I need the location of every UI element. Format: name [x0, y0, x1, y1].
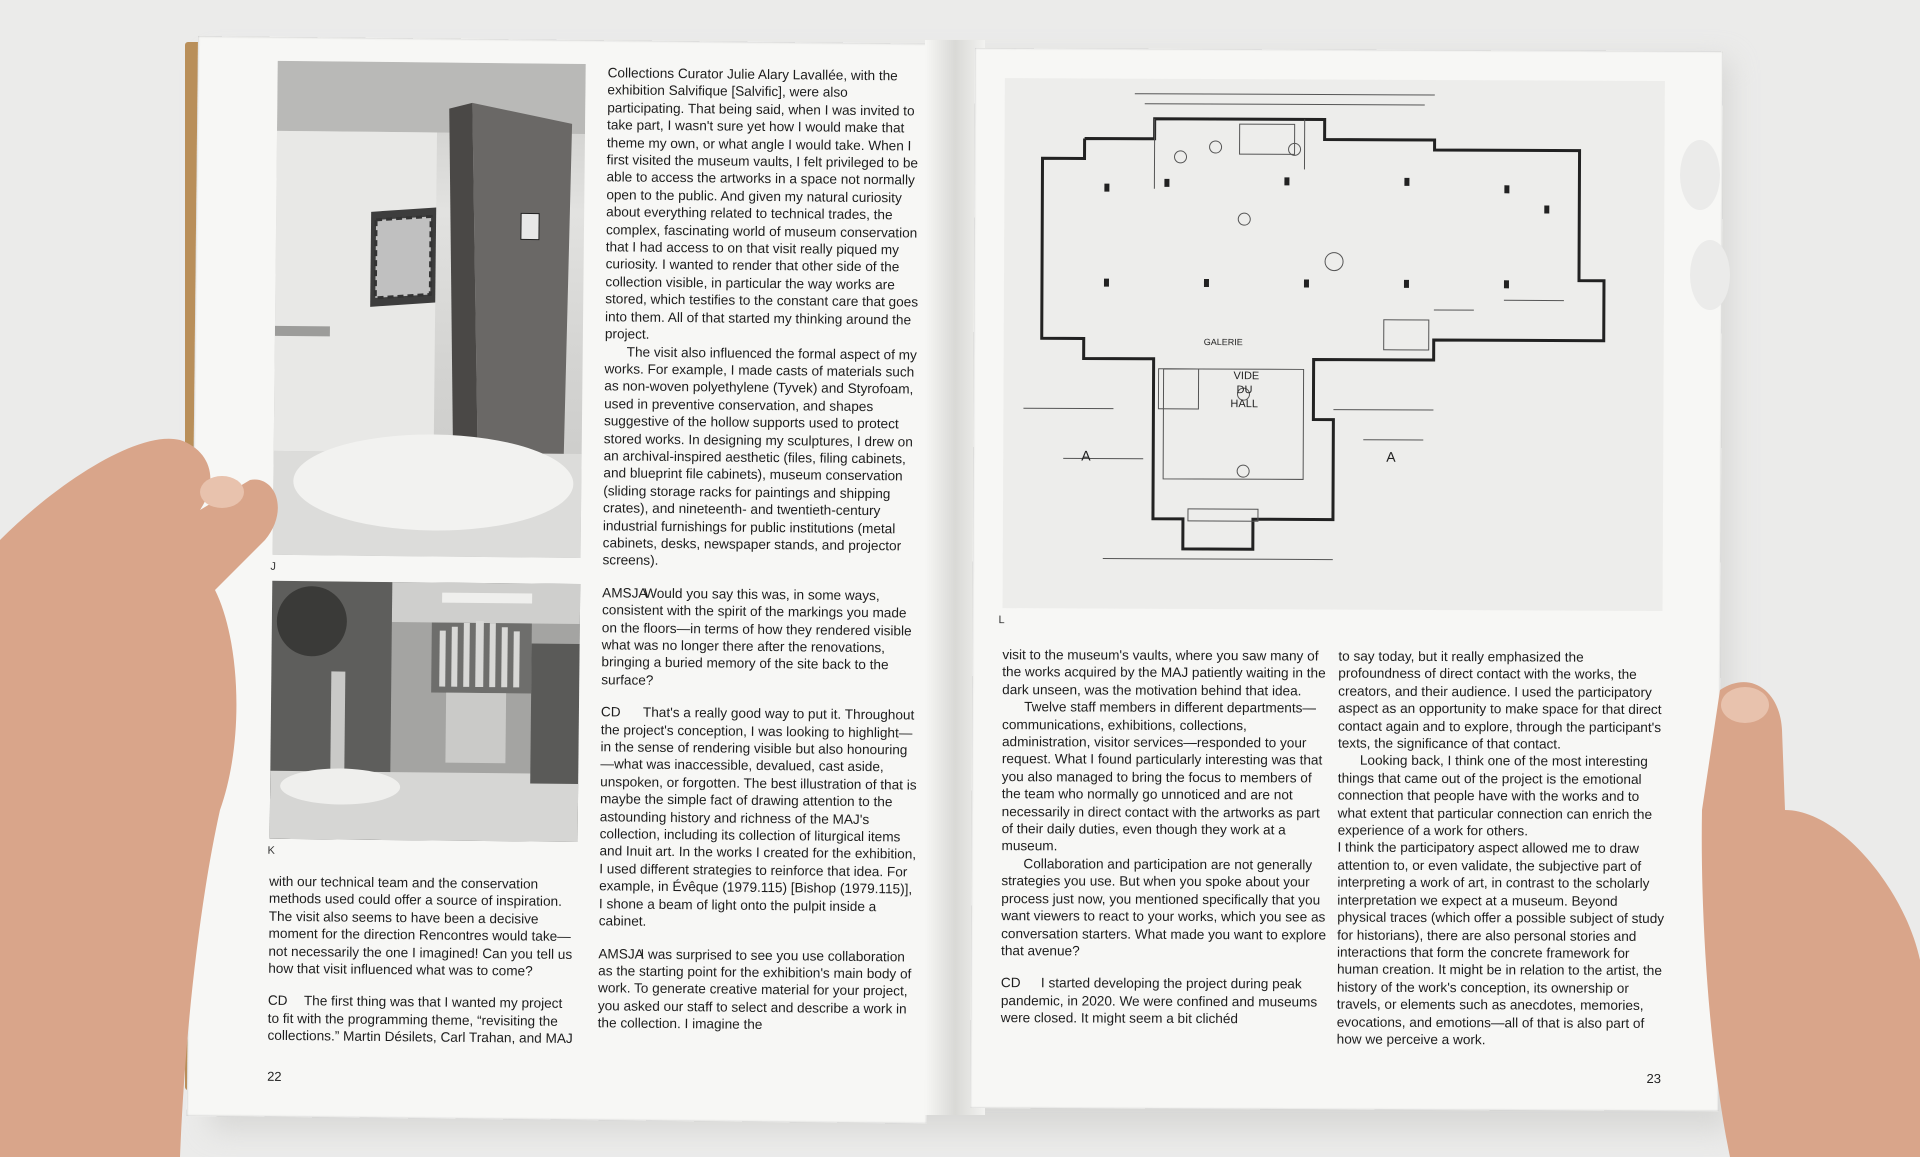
- left-page-bottom-column: [267, 873, 577, 1048]
- left-page-right-column: [598, 64, 926, 1035]
- question-paragraph: AMSJAI was surprised to see you use collaboration as the starting point for the exhibition's main body of work. To generate creative material for your project, you asked our staff to select and describe a work in the collection. I imagine the: [597, 945, 912, 1033]
- floor-plan-l: [1003, 78, 1665, 611]
- speaker-label: CD: [267, 993, 288, 1009]
- right-hand: [1690, 660, 1920, 1157]
- floor-plan-drawing: [1003, 78, 1665, 611]
- left-page: [187, 36, 938, 1124]
- answer-paragraph: CD The first thing was that I wanted my project to fit with the programming theme, “revisiting the collections.” Martin Désilets, Carl Trahan, and MAJ: [267, 993, 573, 1047]
- plan-label-du: DU: [1236, 384, 1253, 397]
- paragraph: with our technical team and the conservation methods used could offer a source of inspiration. The visit also seems to have been a decisive moment for the direction Rencontres would take—not necessarily the one I imagined! Can you tell us how that visit influenced what was to come?: [268, 873, 573, 979]
- church-photo-k: [270, 581, 581, 842]
- plan-label-galerie: GALERIE: [1203, 337, 1243, 348]
- right-page-column-2: [1337, 648, 1669, 1050]
- speaker-label: AMSJA: [602, 585, 648, 601]
- left-hand: [0, 380, 280, 1157]
- paragraph: to say today, but it really emphasized the profoundness of direct contact with the works, the creators, and their audience. I used the participatory aspect as an opportunity to make space for that direct contact again and to explore, through the participant's texts, the significance of that contact.: [1337, 648, 1662, 752]
- church-photo-k-image: [270, 581, 581, 842]
- section-mark-left: A: [1081, 447, 1091, 464]
- gallery-photo-j-image: [273, 61, 586, 558]
- caption-k: K: [267, 844, 275, 857]
- answer-paragraph: CD I started developing the project during peak pandemic, in 2020. We were confined and museums were closed. It might seem a bit clichéd: [1000, 975, 1318, 1027]
- right-page: [970, 48, 1723, 1111]
- paragraph: visit to the museum's vaults, where you saw many of the works acquired by the MAJ patiently waiting in the dark unseen, was the motivation behind that idea.: [1002, 647, 1326, 699]
- caption-j: J: [270, 560, 277, 573]
- paragraph: The visit also influenced the formal aspect of my works. For example, I made casts of materials such as non-woven polyethylene (Tyvek) and Styrofoam, used in preventive conservation, and shapes suggestive of the hollow supports used to protect stored works. In designing my sculptures, I drew on an archival-inspired aesthetic (files, filing cabinets, and blueprint file cabinets), museum conservation (sliding storage racks for paintings and shipping crates), and nineteenth- and twentieth-century industrial furnishings for public institutions (metal cabinets, desks, newspaper stands, and projector screens).: [602, 344, 917, 569]
- page-number: 22: [267, 1068, 282, 1084]
- answer-paragraph: CD That's a really good way to put it. Throughout the project's conception, I was looking to highlight—in the sense of rendering visible but also honouring—what was inaccessible, devalued, cast aside, unspoken, or forgotten. The best illustration of that is maybe the simple fact of drawing attention to the astounding history and richness of the MAJ's collection, including its collection of liturgical items and Inuit art. In the works I created for the exhibition, I used different strategies to reinforce that idea. For example, in Évêque (1979.115) [Bishop (1979.115)], I shone a beam of light onto the pulpit inside a cabinet.: [598, 704, 917, 929]
- speaker-label: CD: [1000, 975, 1021, 991]
- caption-l: L: [998, 614, 1005, 627]
- speaker-label: AMSJA: [598, 945, 644, 962]
- paragraph: Looking back, I think one of the most interesting things that came out of the project is the emotional connection that people have with the works and to what extent that particular connection can enrich the experience of a work for others.: [1337, 753, 1653, 839]
- right-page-column-1: [1001, 646, 1333, 1028]
- question-paragraph: AMSJAWould you say this was, in some ways, consistent with the spirit of the markings you made on the floors—in terms of how they rendered visible what was no longer there after the renovations, bringing a buried memory of the site back to the surface?: [601, 585, 912, 688]
- paragraph: I think the participatory aspect allowed me to draw attention to, or even validate, the subjective part of interpreting a work of art, in contrast to the scholarly interpretation we expect at a museum. Beyond physical traces (which offer a possible subject of study for historians), there are also personal stories and interactions that form the concrete framework for human creation. It might be in relation to the artist, the history of the work's conception, its ownership or travels, or elements such as anecdotes, memories, evocations, and emotions—all of that is also part of how we perceive a work.: [1336, 840, 1665, 1048]
- section-mark-right: A: [1386, 448, 1396, 465]
- paragraph: Collaboration and participation are not generally strategies you use. But when you spoke about your process just now, you mentioned specifically that you want viewers to react to your works, which you see as conversation starters. What made you want to explore that avenue?: [1001, 856, 1327, 959]
- speaker-label: CD: [600, 704, 621, 720]
- plan-label-vide: VIDE: [1233, 370, 1260, 383]
- die-cut-tab: [1680, 140, 1720, 210]
- plan-label-hall: HALL: [1230, 398, 1259, 411]
- die-cut-tab: [1690, 240, 1730, 310]
- paragraph: Collections Curator Julie Alary Lavallée, with the exhibition Salvifique [Salvific], were also participating. That being said, when I was invited to take part, I wasn't sure yet how I would make that theme my own, or what angle I would take. When I first visited the museum vaults, I felt privileged to be able to access the artworks in a space not normally open to the public. And given my natural curiosity about everything related to technical trades, the complex, fascinating world of museum conservation that I had access to on that visit really piqued my curiosity. I wanted to render that other side of the collection visible, in particular the way works are stored, which testifies to the constant care that goes into them. All of that started my thinking around the project.: [604, 65, 919, 342]
- page-number: 23: [1646, 1070, 1662, 1087]
- gallery-photo-j: [273, 61, 586, 558]
- paragraph: Twelve staff members in different departments—communications, exhibitions, collections, administration, visitor services—responded to your request. What I found particularly interesting was that you also managed to bring the focus to members of the team who normally go unnoticed and are not necessarily in direct contact with the artworks as part of their daily duties, even though they work at a museum.: [1001, 699, 1323, 854]
